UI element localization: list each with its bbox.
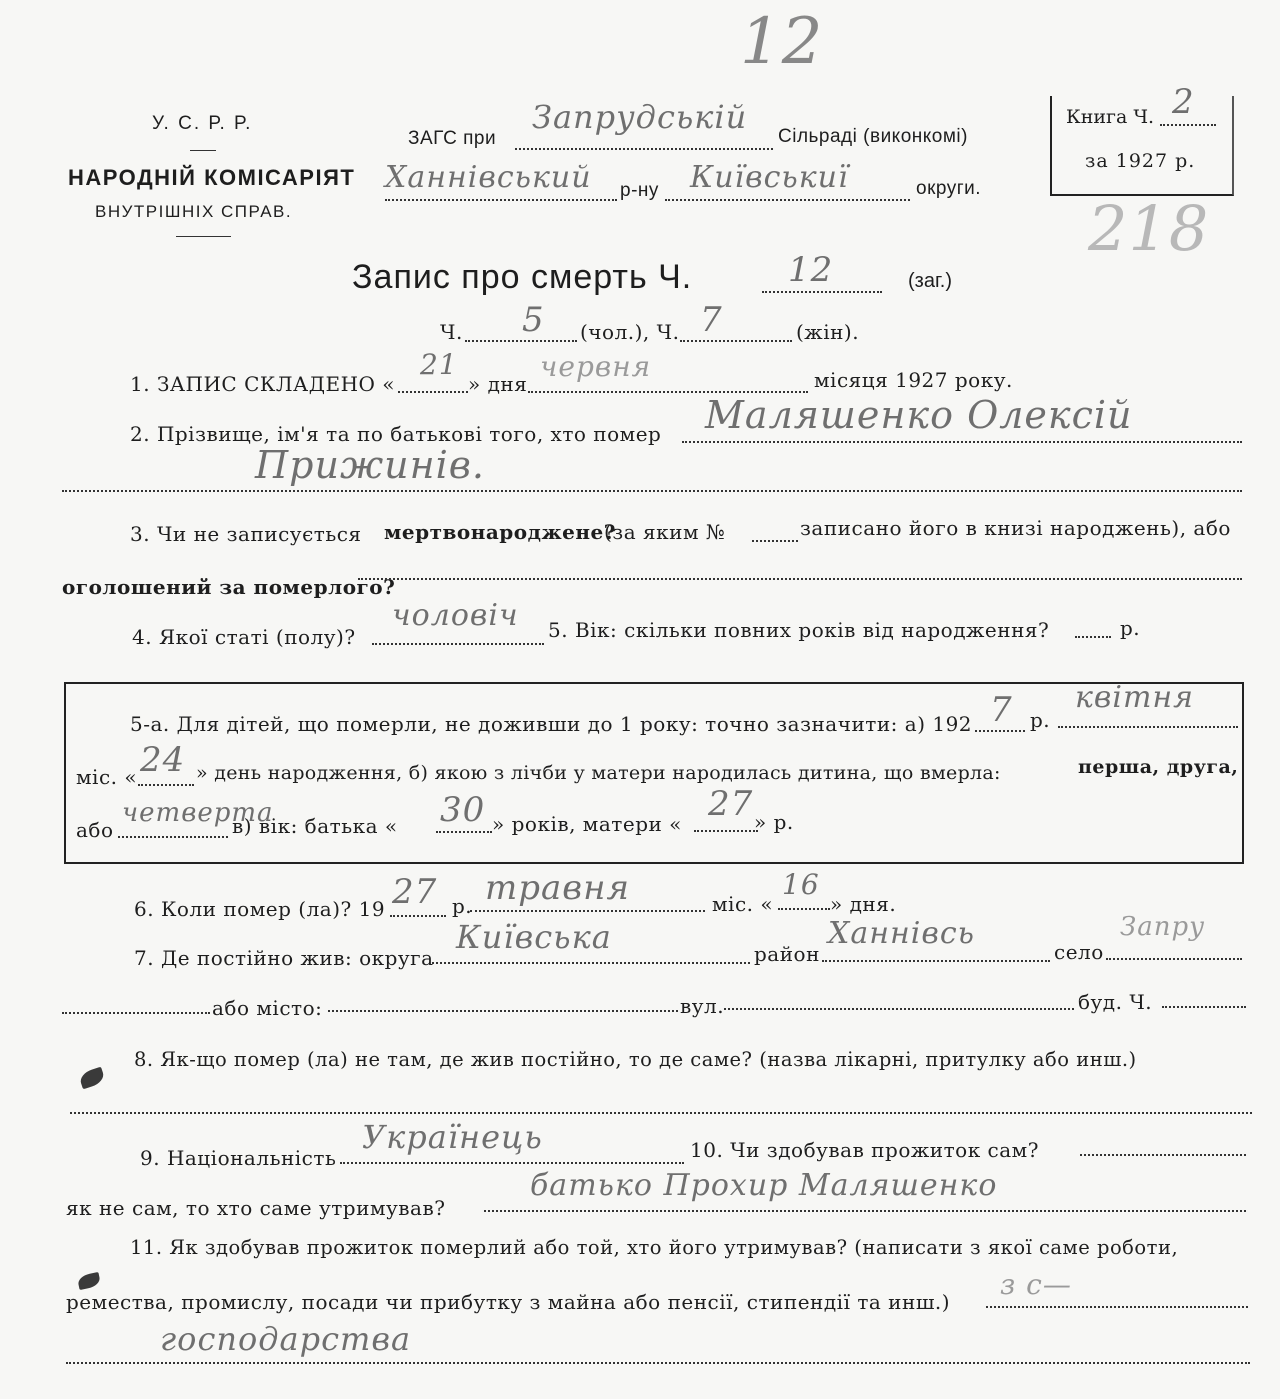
field-7-line-start [62,1012,210,1014]
field-7-house-label: буд. Ч. [1078,990,1153,1014]
field-5a-order-options: перша, друга, [1078,756,1239,778]
field-11-label-b: ремества, промислу, посади чи прибутку з майна або пенсії, стипендії та инш.) [66,1290,951,1314]
field-3-label-c: (за яким № [604,520,726,544]
field-5a-mother-suffix: » р. [754,810,794,834]
field-6-month-label: міс. « [712,892,774,916]
field-11-line-2 [66,1362,1250,1364]
field-7-label: 7. Де постійно жив: округа [134,946,434,970]
field-5a-month-handwriting: квітня [1075,680,1195,715]
field-5-line [1075,636,1111,638]
field-4-handwriting: чоловіч [392,598,519,633]
okrug-suffix: округи. [916,178,982,199]
field-5-suffix: р. [1120,616,1141,640]
field-7-raion-label: район [754,942,820,966]
field-1-day-handwriting: 21 [420,348,458,381]
field-5a-mother-handwriting: 27 [708,784,754,824]
field-2-label: 2. Прізвище, ім'я та по батькові того, хто помер [130,422,662,446]
commissariat-label: НАРОДНІЙ КОМІСАРІЯТ [68,165,356,190]
field-5a-or-label: або [76,818,114,842]
field-5a-year-handwriting: 7 [990,690,1013,730]
book-number-field [1160,124,1216,126]
corner-handwriting: 12 [740,5,824,79]
divider [190,150,216,151]
affairs-label: ВНУТРІШНІХ СПРАВ. [95,202,293,221]
field-3-declared: оголошений за померлого? [62,575,396,599]
field-9-line [340,1162,684,1164]
field-5a-birth-label: » день народження, б) якою з лічби у матери народилась дитина, що вмерла: [196,762,1001,784]
field-10-line [1080,1154,1246,1156]
field-5-label: 5. Вік: скільки повних років від народження? [548,618,1050,642]
council-suffix: Сільраді (виконкомі) [778,126,968,147]
field-1-label-c: місяця 1927 року. [814,368,1013,392]
field-4-line [372,643,544,645]
republic-label: У. С. Р. Р. [152,113,253,134]
field-5a-years-label: » років, матери « [492,812,682,836]
field-3-label-d: записано його в книзі народжень), або [800,516,1231,540]
field-6-day [778,908,830,910]
male-prefix: Ч. [440,320,463,344]
field-1-day [398,391,468,393]
field-3-number [752,540,798,542]
okrug-field [665,199,910,201]
field-5a-mother [694,830,758,832]
field-2-handwriting-1: Маляшенко Олексій [705,393,1133,437]
field-5a-month-label: міс. « [76,765,138,789]
field-10-label: 10. Чи здобував прожиток сам? [690,1138,1039,1162]
field-5a-father-handwriting: 30 [440,790,486,830]
male-number-handwriting: 5 [522,300,545,340]
field-7-city [328,1010,678,1012]
female-number-field [680,340,792,342]
field-7-village-handwriting: Запру [1120,912,1206,942]
district-handwriting: Ханнівський [385,160,592,195]
field-10-supporter-label: як не сам, то хто саме утримував? [66,1196,446,1220]
pin-hole-mark [78,1067,106,1090]
field-5a-parents-label: в) вік: батька « [232,814,398,838]
field-5a-day-handwriting: 24 [140,740,186,780]
field-5a-order [118,836,228,838]
field-7-okrug-handwriting: Київська [456,918,612,956]
field-6-label: 6. Коли помер (ла)? 19 [134,897,386,921]
field-6-year [390,915,446,917]
book-label: Книга Ч. [1066,106,1155,128]
record-number-handwriting: 12 [788,250,834,290]
field-5a-month [1058,726,1238,728]
pin-hole-mark [77,1272,101,1290]
field-5a-label: 5-а. Для дітей, що померли, не доживши до 1 року: точно зазначити: а) 192 [130,712,973,736]
field-6-year-handwriting: 27 [392,872,438,912]
field-7-street [724,1008,1074,1010]
field-9-handwriting: Українець [362,1118,543,1156]
district-suffix: р-ну [620,180,659,201]
field-6-year-suffix: р. [452,894,473,918]
divider [176,236,231,237]
female-number-handwriting: 7 [700,300,723,340]
male-number-field [465,340,577,342]
field-3-label: 3. Чи не записується [130,522,362,546]
field-1-label-b: » дня [468,372,528,396]
field-5a-father [436,831,492,833]
field-7-street-label: вул. [680,994,725,1018]
field-7-house [1162,1006,1246,1008]
field-11-handwriting-1: з с— [1000,1268,1072,1301]
field-5a-day [138,784,194,786]
field-10-supporter [484,1210,1246,1212]
field-2-line-1 [682,441,1242,443]
field-11-handwriting-2: господарства [160,1320,412,1358]
margin-number-handwriting: 218 [1088,192,1210,265]
field-5a-year-suffix: р. [1030,708,1051,732]
field-4-label: 4. Якої статі (полу)? [132,625,356,649]
field-7-okrug [432,962,750,964]
field-7-city-label: або місто: [212,996,323,1020]
title-suffix: (заг.) [908,270,953,292]
male-suffix: (чол.), Ч. [580,320,680,344]
record-number-field [762,291,882,293]
field-6-month [470,910,705,912]
council-handwriting: Запрудській [532,98,748,136]
field-2-line-2 [62,490,1242,492]
field-5a-order-handwriting: четверта [122,798,274,828]
field-2-handwriting-2: Прижинів. [255,443,485,487]
field-10-handwriting: батько Прохир Маляшенко [530,1168,998,1203]
book-year: за 1927 р. [1085,150,1196,172]
field-1-month-handwriting: червня [540,350,652,383]
field-11-line-1 [986,1306,1248,1308]
okrug-handwriting: Київськиї [690,160,849,195]
field-7-raion-handwriting: Ханнівсь [828,916,975,951]
council-field [515,148,773,150]
book-number-handwriting: 2 [1172,82,1195,122]
field-1-label: 1. ЗАПИС СКЛАДЕНО « [130,372,395,396]
field-7-raion [822,960,1050,962]
field-8-line [70,1112,1252,1114]
district-field [385,199,617,201]
field-3-line [358,578,1242,580]
field-7-village-label: село [1054,940,1104,964]
female-suffix: (жін). [796,320,860,344]
zags-prefix: ЗАГС при [408,128,497,149]
field-9-label: 9. Національність [140,1146,337,1170]
field-6-day-handwriting: 16 [782,868,820,901]
field-6-month-handwriting: травня [485,868,630,908]
field-8-label: 8. Як-що помер (ла) не там, де жив постійно, то де саме? (назва лікарні, притулку або инш.) [134,1048,1137,1071]
field-11-label: 11. Як здобував прожиток померлий або той, хто його утримував? (написати з якої саме роботи, [130,1236,1179,1259]
field-3-stillborn: мертвонароджене? [384,520,616,544]
field-5a-year [975,730,1025,732]
field-7-village [1106,958,1242,960]
field-6-day-suffix: » дня. [830,892,897,916]
page-title: Запис про смерть Ч. [352,258,693,296]
